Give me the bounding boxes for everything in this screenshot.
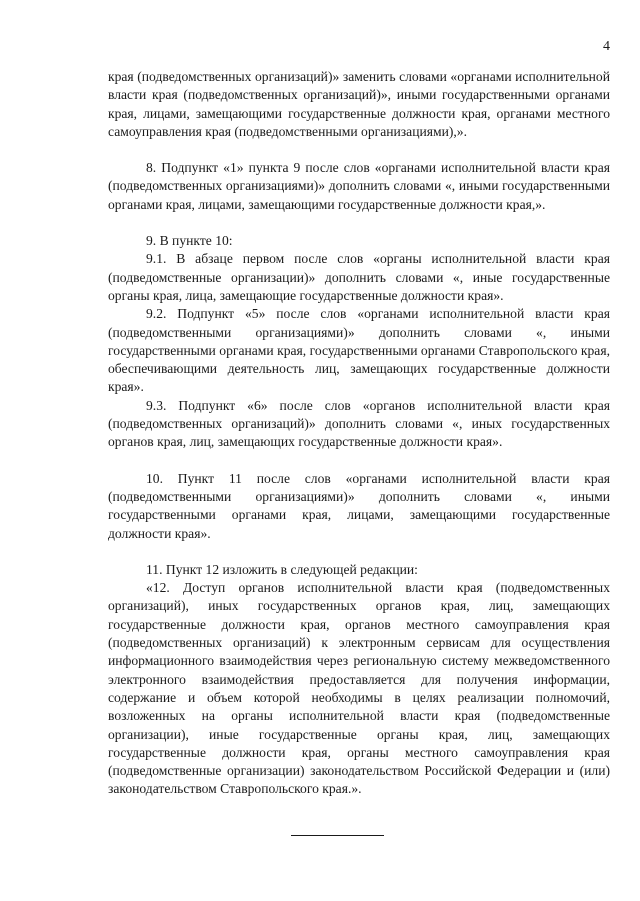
paragraph-continuation: края (подведомственных организаций)» заменить словами «органами исполнительной власти края (подведомственных организаций)», иными государственными органами края, лицами, замещающими государственные должности края, органами местного самоуправления края (подведомственными организациями),».: [108, 69, 610, 139]
paragraph-gap: [108, 214, 610, 232]
paragraph-gap: [108, 543, 610, 561]
paragraph-item-8: 8. Подпункт «1» пункта 9 после слов «органами исполнительной власти края (подведомственных организациями)» дополнить словами «, иными государственными органами края, лицами, замещающими государственные должности края,».: [108, 160, 610, 212]
paragraph-gap: [108, 141, 610, 159]
paragraph-item-11: 11. Пункт 12 изложить в следующей редакции:: [146, 561, 418, 577]
paragraph-item-9-1: 9.1. В абзаце первом после слов «органы исполнительной власти края (подведомственные организации)» дополнить словами «, иные государственные органы края, лица, замещающие государственные должности края».: [108, 251, 610, 303]
paragraph-item-9-3: 9.3. Подпункт «6» после слов «органов исполнительной власти края (подведомственных организаций)» дополнить словами «, иных государственных органов края, лиц, замещающих государственные должности края».: [108, 397, 610, 450]
closing-rule: [291, 835, 384, 836]
paragraph-item-12-quote: «12. Доступ органов исполнительной власти края (подведомственных организаций), иных государственных органов края, лиц, замещающих государственные должности края, органов местного самоуправления края (подведомственных организаций) к электронным сервисам для осуществления информационного взаимодействия через региональную систему межведомственного электронного взаимодействия предоставляется для получения информации, содержание и объем которой необходимы в целях реализации полномочий, возложенных на органы исполнительной власти края (подведомственные организации), иные государственные органы края, лиц, замещающих государственные должности края, органы местного самоуправления края (подведомственные организации) законодательством Российской Федерации и (или) законодательством Ставропольского края.».: [108, 580, 610, 797]
paragraph-item-9-2: 9.2. Подпункт «5» после слов «органами исполнительной власти края (подведомственными организациями)» дополнить словами «, иными государственными органами края, государственными органами Ставропольского края, обеспечивающими деятельность лиц, замещающих государственные должности края».: [108, 306, 610, 395]
page-number: 4: [603, 39, 610, 54]
paragraph-item-10: 10. Пункт 11 после слов «органами исполнительной власти края (подведомственными организациями)» дополнить словами «, иными государственными органами края, лицами, замещающими государственные должности края».: [108, 470, 610, 541]
paragraph-gap: [108, 452, 610, 470]
paragraph-item-9: 9. В пункте 10:: [146, 233, 233, 249]
document-body: [108, 68, 610, 799]
